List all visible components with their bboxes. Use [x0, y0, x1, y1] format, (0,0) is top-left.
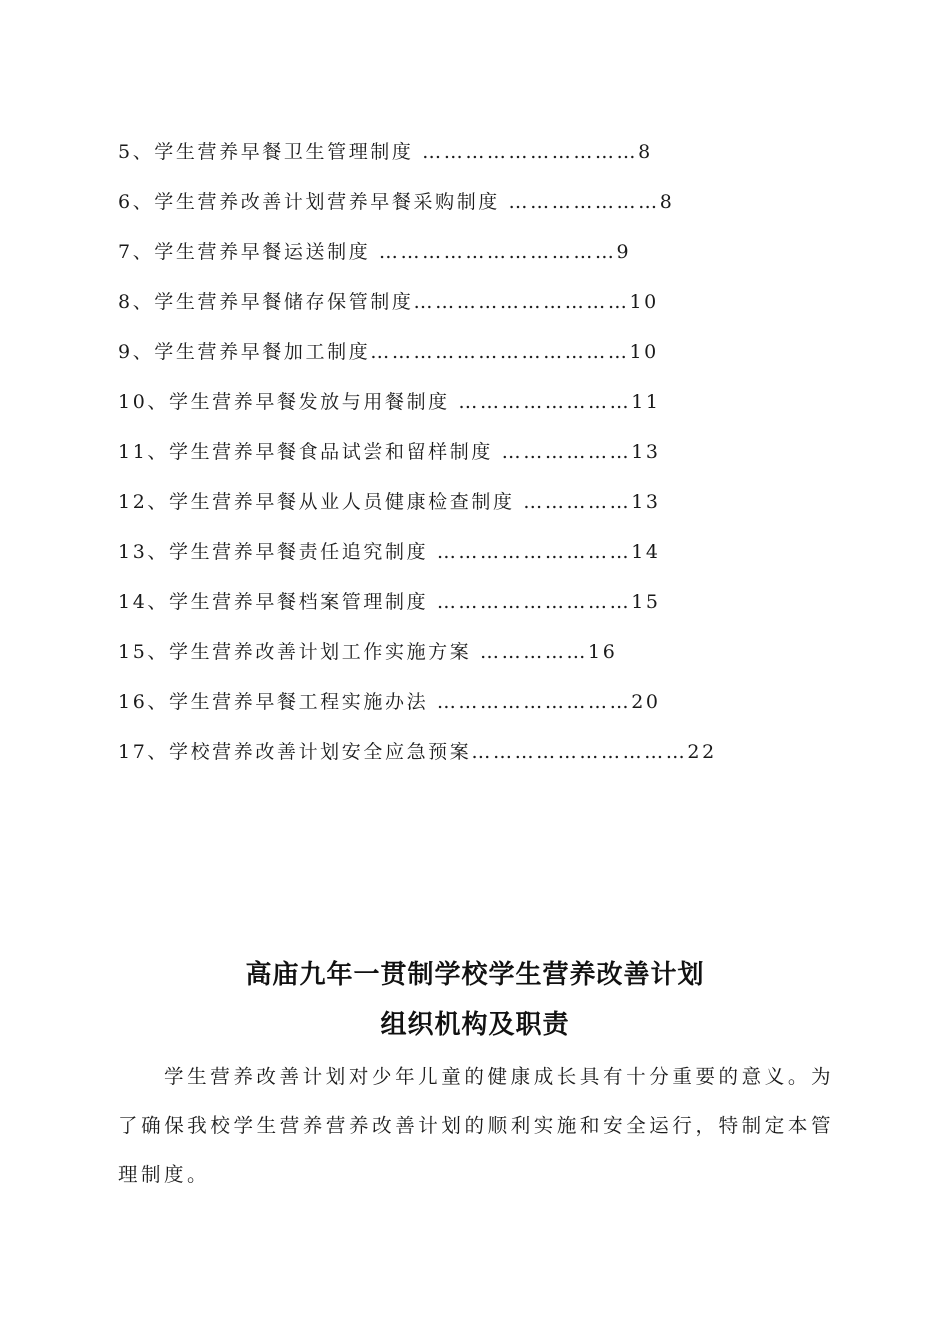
toc-entry: 13、学生营养早餐责任追究制度 ………………………14 [118, 541, 661, 563]
toc-entry: 6、学生营养改善计划营养早餐采购制度 …………………8 [118, 191, 675, 213]
document-subtitle: 组织机构及职责 [380, 1010, 570, 1040]
toc-entry: 7、学生营养早餐运送制度 ……………………………9 [118, 241, 632, 263]
document-title: 高庙九年一贯制学校学生营养改善计划 [245, 960, 705, 990]
toc-entry: 15、学生营养改善计划工作实施方案 ……………16 [118, 641, 618, 663]
toc-entry: 16、学生营养早餐工程实施办法 ………………………20 [118, 691, 661, 713]
toc-entry: 8、学生营养早餐储存保管制度…………………………10 [118, 291, 659, 313]
toc-entry: 14、学生营养早餐档案管理制度 ………………………15 [118, 591, 661, 613]
toc-entry: 5、学生营养早餐卫生管理制度 …………………………8 [118, 141, 653, 163]
toc-entry: 12、学生营养早餐从业人员健康检查制度 ……………13 [118, 491, 661, 513]
toc-entry: 10、学生营养早餐发放与用餐制度 ……………………11 [118, 391, 661, 413]
intro-paragraph: 学生营养改善计划对少年儿童的健康成长具有十分重要的意义。为了确保我校学生营养营养改善计划的顺利实施和安全运行，特制定本管理制度。 [118, 1065, 834, 1186]
toc-entry: 11、学生营养早餐食品试尝和留样制度 ………………13 [118, 441, 661, 463]
toc-entry: 9、学生营养早餐加工制度………………………………10 [118, 341, 659, 363]
toc-entry: 17、学校营养改善计划安全应急预案…………………………22 [118, 741, 717, 763]
table-of-contents [118, 134, 838, 784]
